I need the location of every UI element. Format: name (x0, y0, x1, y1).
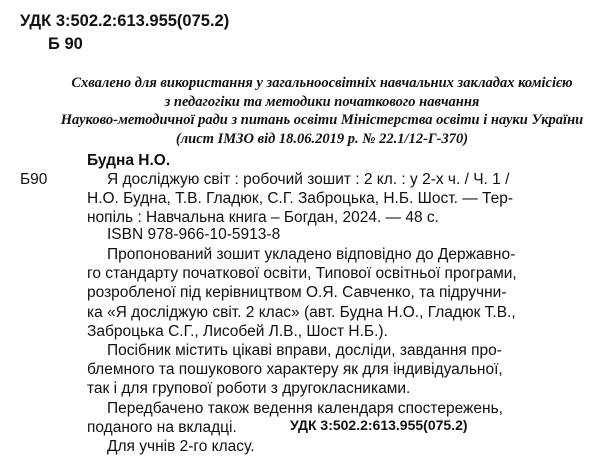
udk-code-top: УДК 3:502.2:613.955(075.2) (20, 12, 230, 30)
approval-line: Схвалено для використання у загальноосвітніх навчальних закладах комісією (71, 75, 573, 91)
annotation-line: так і для групової роботи з другокласниками. (87, 380, 411, 398)
entry-line: нопіль : Навчальна книга – Богдан, 2024. — 48 с. (87, 209, 439, 227)
bibliographic-entry (87, 170, 592, 228)
annotation-line: поданого на вкладці. (87, 418, 237, 436)
approval-line: Науково-методичної ради з питань освіти Міністерства освіти і науки України (60, 112, 584, 128)
entry-line: Я досліджую світ : робочий зошит : 2 кл. : у 2-х ч. / Ч. 1 / (107, 171, 510, 188)
annotation-line: Посібник містить цікаві вправи, досліди, завдання про- (107, 342, 502, 360)
library-index-side: Б90 (20, 171, 48, 188)
annotation-line: го стандарту початкової освіти, Типової освітньої програми, (87, 265, 517, 283)
annotation-line: Передбачено також ведення календаря спостережень, (107, 399, 503, 417)
annotation-line: Заброцька С.Г., Лисобей Л.В., Шост Н.Б.). (87, 322, 388, 340)
approval-stamp (52, 74, 592, 148)
annotation-line: Для учнів 2-го класу. (107, 438, 255, 456)
isbn-number: ISBN 978-966-10-5913-8 (107, 226, 281, 243)
author-name: Будна Н.О. (87, 152, 171, 169)
entry-line: Н.О. Будна, Т.В. Гладюк, С.Г. Заброцька, Н.Б. Шост. — Тер- (87, 190, 514, 208)
annotation-line: блемного та пошукового характеру як для індивідуальної, (87, 361, 503, 379)
approval-line: (лист ІМЗО від 18.06.2019 р. № 22.1/12-Г-370) (175, 130, 469, 147)
annotation-line: Пропонований зошит укладено відповідно до Державно- (107, 246, 516, 263)
annotation-line: ка «Я досліджую світ. 2 клас» (авт. Будна Н.О., Гладюк Т.В., (87, 303, 516, 321)
library-index-top: Б 90 (48, 35, 83, 53)
annotation-line: розробленої під керівництвом О.Я. Савченко, та підручни- (87, 284, 507, 302)
udk-code-bottom: УДК 3:502.2:613.955(075.2) (290, 417, 468, 433)
approval-line: з педагогіки та методики початкового навчання (164, 93, 480, 110)
